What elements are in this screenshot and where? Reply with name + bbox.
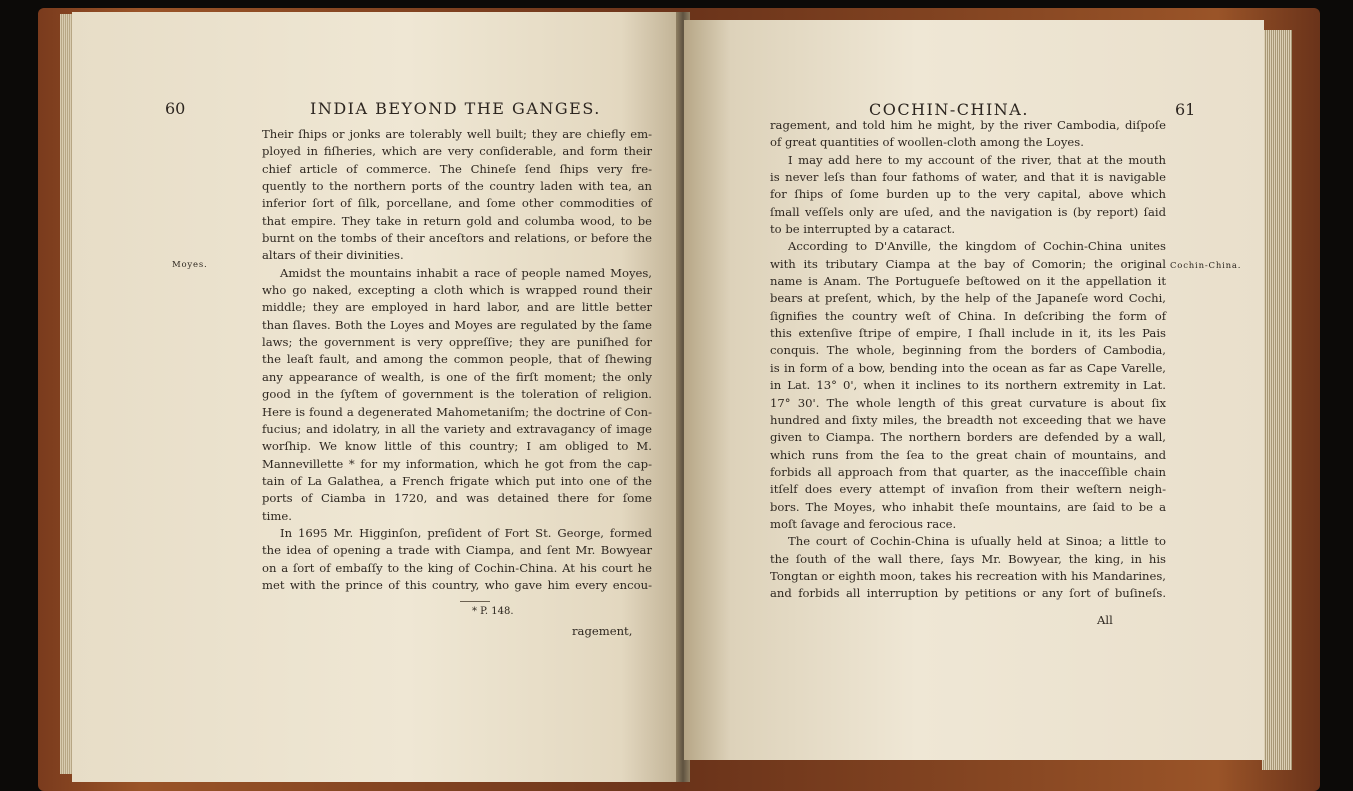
footnote-rule [460,601,490,602]
text-line: According to D'Anville, the kingdom of Cochin-China unites [788,239,1166,254]
text-line: laws; the government is very oppreſſive; they are puniſhed for [262,335,652,350]
text-line: name is Anam. The Portugueſe beſtowed on it the appellation it [770,274,1166,289]
text-line: which runs from the ſea to the great chain of mountains, and [770,447,1166,462]
text-line: given to Ciampa. The northern borders are defended by a wall, [770,430,1166,445]
text-line: is in form of a bow, bending into the ocean as far as Cape Varelle, [770,360,1166,375]
text-line: worſhip. We know little of this country; I am obliged to M. [262,439,652,454]
text-line: of great quantities of woollen-cloth among the Loyes. [770,135,1084,150]
text-line: Their ſhips or jonks are tolerably well built; they are chiefly em- [262,127,652,141]
text-line: the leaſt fault, and among the common people, that of ſhewing [262,352,652,367]
text-line: ſmall veſſels only are uſed, and the navigation is (by report) ſaid [770,204,1166,219]
text-line: that empire. They take in return gold and columba wood, to be [262,213,652,228]
text-line: ployed in fiſheries, which are very conſiderable, and form their [262,144,652,159]
text-line: Mannevillette * for my information, which he got from the cap- [262,456,652,471]
text-line: met with the prince of this country, who gave him every encou- [262,577,652,592]
text-line: inferior ſort of ſilk, porcellane, and ſome other commodities of [262,196,652,211]
text-line: any appearance of wealth, is one of the firſt moment; the only [262,369,652,384]
catchword-right: All [1097,613,1113,627]
text-line: who go naked, excepting a cloth which is wrapped round their [262,283,652,298]
text-line: ragement, and told him he might, by the river Cambodia, diſpoſe [770,118,1166,132]
body-text-right [770,117,1166,603]
text-line: Tongtan or eighth moon, takes his recreation with his Mandarines, [770,568,1166,583]
text-line: tain of La Galathea, a French frigate which put into one of the [262,473,652,488]
text-line: on a ſort of embaſſy to the king of Cochin-China. At his court he [262,560,652,575]
text-line: altars of their divinities. [262,248,404,263]
text-line: chief article of commerce. The Chineſe ſend ſhips very fre- [262,161,652,176]
right-page [684,20,1264,760]
footnote: * P. 148. [472,606,514,617]
text-line: the idea of opening a trade with Ciampa, and ſent Mr. Bowyear [262,543,652,558]
text-line: for ſhips of ſome burden up to the very capital, above which [770,187,1166,202]
running-head-left: INDIA BEYOND THE GANGES. [310,99,601,118]
running-head-right: COCHIN-CHINA. [869,100,1029,119]
text-line: fucius; and idolatry, in all the variety and extravagancy of image [262,421,652,436]
text-line: moſt ſavage and ferocious race. [770,516,957,531]
page-number-right: 61 [1175,100,1196,119]
page-number-left: 60 [165,99,186,118]
text-line: and forbids all interruption by petitions or any ſort of buſineſs. [770,586,1166,601]
text-line: 17° 30'. The whole length of this great curvature is about ſix [770,395,1166,410]
text-line: Here is found a degenerated Mahometaniſm; the doctrine of Con- [262,404,652,419]
text-line: I may add here to my account of the river, that at the mouth [788,152,1166,167]
left-page [72,12,682,782]
text-line: quently to the northern ports of the country laden with tea, an [262,179,652,194]
catchword-left: ragement, [572,624,633,638]
text-line: itſelf does every attempt of invaſion from their weſtern neigh- [770,482,1166,497]
text-line: with its tributary Ciampa at the bay of Comorin; the original [770,256,1166,271]
text-line: In 1695 Mr. Higginſon, preſident of Fort St. George, formed [280,525,652,540]
margin-note-right: Cochin-China. [1170,261,1242,271]
text-line: ſignifies the country weſt of China. In deſcribing the form of [770,308,1166,323]
text-line: forbids all approach from that quarter, as the inacceſſible chain [770,464,1166,479]
text-line: is never leſs than four fathoms of water, and that it is navigable [770,170,1166,185]
margin-note-left: Moyes. [172,260,208,270]
body-text-left [262,126,652,594]
text-line: than ſlaves. Both the Loyes and Moyes are regulated by the ſame [262,317,652,332]
text-line: bears at preſent, which, by the help of the Japaneſe word Cochi, [770,291,1166,306]
text-line: in Lat. 13° 0', when it inclines to its northern extremity in Lat. [770,378,1166,393]
text-line: bors. The Moyes, who inhabit theſe mountains, are ſaid to be a [770,499,1166,514]
text-line: ports of Ciamba in 1720, and was detained there for ſome [262,491,652,506]
text-line: The court of Cochin-China is uſually held at Sinoa; a little to [788,534,1166,549]
text-line: conquis. The whole, beginning from the borders of Cambodia, [770,343,1166,358]
text-line: time. [262,508,292,523]
text-line: Amidst the mountains inhabit a race of people named Moyes, [280,265,652,280]
page-edges-right [1262,30,1292,770]
text-line: this extenſive ſtripe of empire, I ſhall include in it, its les Pais [770,326,1166,341]
text-line: hundred and ſixty miles, the breadth not exceeding that we have [770,412,1166,427]
text-line: to be interrupted by a cataract. [770,222,956,237]
text-line: burnt on the tombs of their anceſtors and relations, or before the [262,231,652,246]
text-line: the ſouth of the wall there, ſays Mr. Bowyear, the king, in his [770,551,1166,566]
text-line: good in the ſyſtem of government is the toleration of religion. [262,387,652,402]
text-line: middle; they are employed in hard labor, and are little better [262,300,652,315]
